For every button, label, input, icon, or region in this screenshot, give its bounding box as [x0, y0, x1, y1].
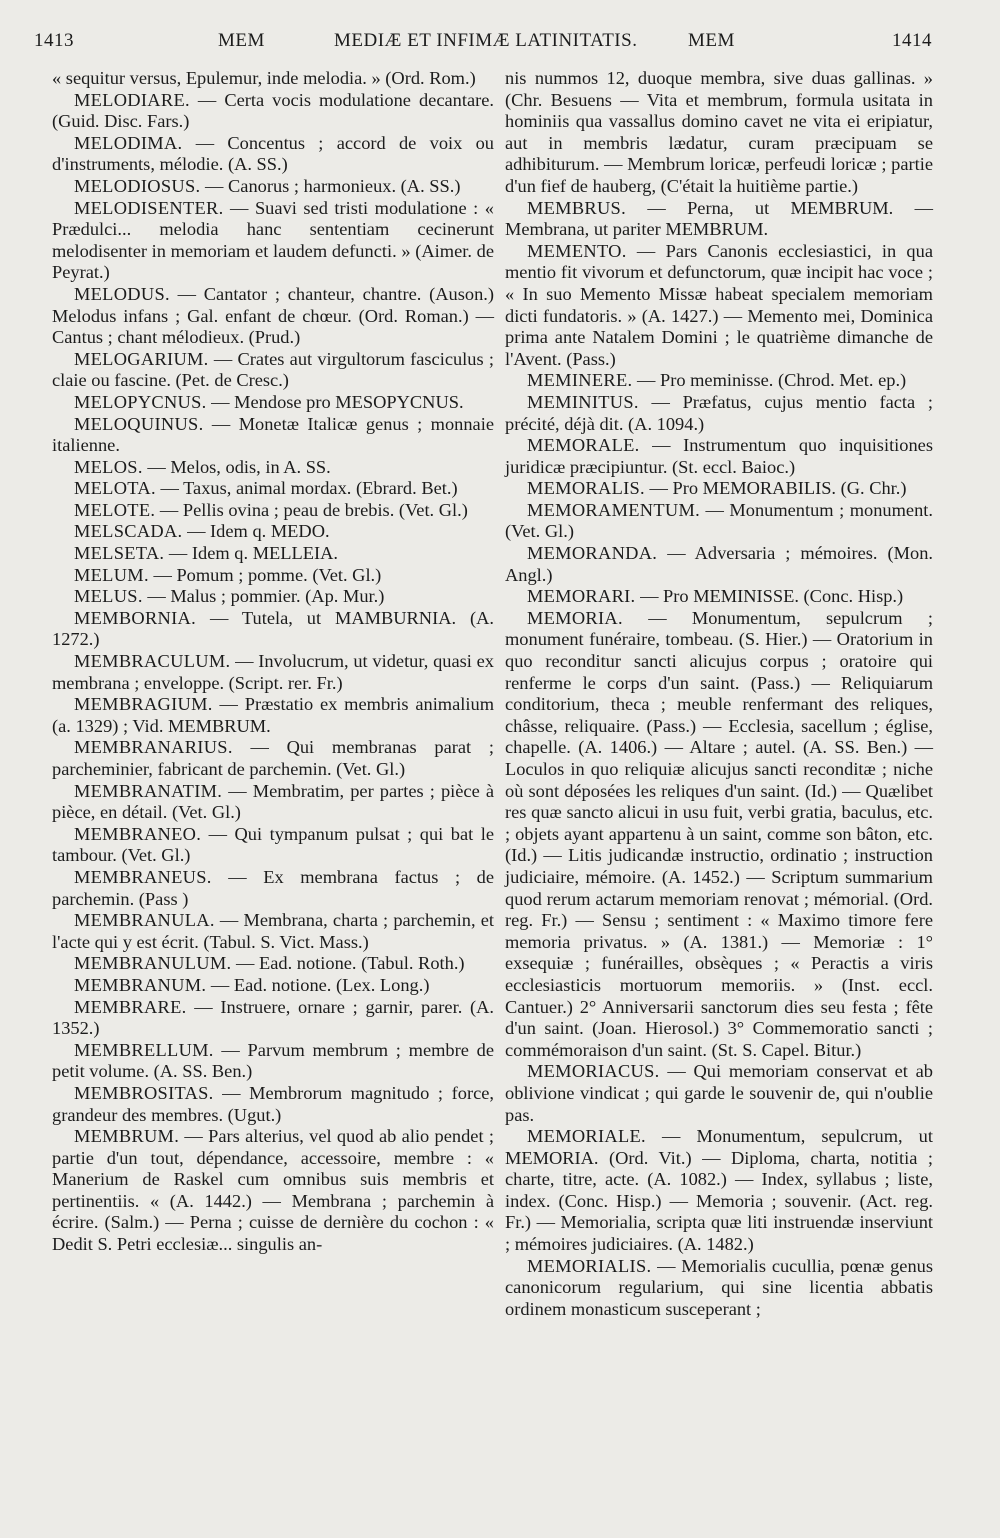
entry-definition: — Pro meminisse. (Chrod. Met. ep.)	[632, 370, 907, 391]
dictionary-entry	[505, 1126, 933, 1256]
entry-definition: — Concentus ; accord de voix ou d'instruments, mélodie. (A. SS.)	[52, 132, 494, 175]
dictionary-entry	[52, 90, 494, 133]
dictionary-entry	[52, 521, 494, 543]
entry-headword: MEMORAMENTUM.	[527, 499, 700, 520]
entry-headword: MELODISENTER.	[74, 197, 224, 218]
dictionary-entry	[52, 586, 494, 608]
entry-definition: — Pellis ovina ; peau de brebis. (Vet. Gl.)	[155, 499, 468, 520]
entry-definition: — Melos, odis, in A. SS.	[142, 456, 331, 477]
entry-definition: — Certa vocis modulatione decantare. (Guid. Disc. Fars.)	[52, 89, 494, 132]
entry-definition: — Suavi sed tristi modulatione : « Prædulci... melodia hanc sententiam cecinerunt melodisenter in memoriam et laudem defuncti. » (Aimer. de Peyrat.)	[52, 197, 494, 283]
entry-definition: — Pro MEMORABILIS. (G. Chr.)	[644, 478, 907, 499]
entry-headword: MELODUS.	[74, 283, 170, 304]
dictionary-entry	[52, 1083, 494, 1126]
entry-headword: MELSETA.	[74, 543, 165, 564]
entry-headword: MEMBRANEO.	[74, 823, 202, 844]
dictionary-entry	[505, 1061, 933, 1126]
entry-headword: MEMBROSITAS.	[74, 1082, 214, 1103]
entry-headword: MEMBRAGIUM.	[74, 694, 213, 715]
entry-headword: MEMORIALE.	[527, 1126, 646, 1147]
dictionary-entry	[52, 133, 494, 176]
entry-headword: MELUS.	[74, 586, 143, 607]
entry-headword: MEMORALIS.	[527, 478, 645, 499]
dictionary-entry	[52, 543, 494, 565]
page-number-left: 1413	[34, 30, 74, 51]
dictionary-entry	[52, 1040, 494, 1083]
dictionary-entry	[52, 953, 494, 975]
dictionary-entry	[52, 651, 494, 694]
entry-headword: MEMENTO.	[527, 240, 627, 261]
entry-headword: MEMINITUS.	[527, 391, 639, 412]
entry-definition: — Monumentum, sepulcrum ; monument funéraire, tombeau. (S. Hier.) — Oratorium in quo reconditur sancti alicujus corpus ; oratoire qui renferme le corps d'un saint. (Pass.) — Reliquiarum conditorium, theca ; meuble renfermant des reliques, châsse, reliquaire. (Pass.) — Ecclesia, sacellum ; église, chapelle. (A. 1406.) — Altare ; autel. (A. SS. Ben.) — Loculos in quo reliquiæ alicujus sancti reconditæ ; niche où sont déposées les reliques d'un saint. (Id.) — Quælibet res quæ sancto alicui in usu fuit, verbi gratia, baculus, etc. ; objets ayant appartenu à un saint, comme son bâton, etc. (Id.) — Litis judicandæ instructio, ordinatio ; instruction judiciaire, mémoire. (A. 1452.) — Scriptum summarium quod rerum actarum memoriam renovat ; mémorial. (Ord. reg. Fr.) — Sensu ; sentiment : « Maximo timore fere memoria privatus. » (A. 1381.) — Memoriæ : 1° exsequiæ ; funérailles, obsèques ; « Peractis a viris ecclesiasticis mortuorum memoriis. » (Inst. eccl. Cantuer.) 2° Anniversarii sanctorum dies seu festa ; fête d'un saint. (Joan. Hierosol.) 3° Commemoratio sancti ; commémoraison d'un saint. (St. S. Capel. Bitur.)	[505, 607, 933, 1060]
dictionary-entry	[505, 500, 933, 543]
entry-headword: MELODIMA.	[74, 132, 183, 153]
entry-definition: — Monumentum ; monument. (Vet. Gl.)	[505, 499, 933, 542]
dictionary-entry	[52, 1126, 494, 1256]
dictionary-entry	[505, 392, 933, 435]
entry-definition: — Qui tympanum pulsat ; qui bat le tambour. (Vet. Gl.)	[52, 823, 494, 866]
entry-headword: MEMBRARE.	[74, 996, 187, 1017]
entry-definition: — Involucrum, ut videtur, quasi ex membrana ; enveloppe. (Script. rer. Fr.)	[52, 651, 494, 693]
entry-headword: MELOS.	[74, 456, 143, 477]
entry-definition: — Præfatus, cujus mentio facta ; précité, déjà dit. (A. 1094.)	[505, 391, 933, 434]
entry-headword: MEMORANDA.	[527, 543, 658, 564]
entry-definition: — Monumentum, sepulcrum, ut MEMORIA. (Ord. Vit.) — Diploma, charta, notitia ; charte, titre, acte. (A. 1082.) — Index, syllabus ; liste, index. (Conc. Hisp.) — Memoria ; souvenir. (Act. reg. Fr.) — Memorialia, scripta quæ liti instruendæ inserviunt ; mémoires judiciaires. (A. 1482.)	[505, 1126, 933, 1255]
entry-headword: MEMBRUS.	[527, 197, 626, 218]
entry-definition: — Idem q. MEDO.	[182, 521, 330, 542]
dictionary-entry	[52, 694, 494, 737]
right-column	[505, 68, 933, 1320]
entry-headword: MELODIARE.	[74, 89, 190, 110]
entry-definition: — Ead. notione. (Lex. Long.)	[206, 974, 430, 995]
dictionary-entry	[505, 1256, 933, 1321]
entry-definition: — Instruere, ornare ; garnir, parer. (A. 1352.)	[52, 996, 494, 1039]
entry-definition: — Pars Canonis ecclesiastici, in qua mentio fit vivorum et defunctorum, quæ incipit hac voce ; « In suo Memento Missæ habeat specialem memoriam dicti fundatoris. » (A. 1427.) — Memento mei, Dominica prima ante Natalem Domini ; le quatrième dimanche de l'Avent. (Pass.)	[505, 240, 933, 369]
entry-definition: — Ex membrana factus ; de parchemin. (Pass )	[52, 866, 494, 909]
entry-definition: « sequitur versus, Epulemur, inde melodia. » (Ord. Rom.)	[52, 68, 476, 88]
entry-headword: MEMBRELLUM.	[74, 1039, 214, 1060]
entry-definition: — Memorialis cucullia, pœnæ genus canonicorum regularium, qui sine licentia abbatis ordinem monasticum susceperant ;	[505, 1255, 933, 1319]
entry-headword: MELOPYCNUS.	[74, 391, 207, 412]
entry-definition: — Cantator ; chanteur, chantre. (Auson.) Melodus infans ; Gal. enfant de chœur. (Ord. Roman.) — Cantus ; chant mélodieux. (Prud.)	[52, 283, 494, 348]
dictionary-entry	[52, 349, 494, 392]
entry-definition: — Mendose pro MESOPYCNUS.	[206, 391, 464, 412]
entry-definition: — Pars alterius, vel quod ab alio pendet ; partie d'un tout, dépendance, accessoire, membre : « Manerium de Raskel cum omnibus suis membris et pertinentiis. « (A. 1442.) — Membrana ; parchemin à écrire. (Salm.) — Perna ; cuisse de dernière du cochon : « Dedit S. Petri ecclesiæ... singulis an-	[52, 1126, 494, 1255]
dictionary-entry	[52, 737, 494, 780]
entry-headword: MELODIOSUS.	[74, 175, 201, 196]
dictionary-entry	[505, 241, 933, 371]
entry-definition: — Adversaria ; mémoires. (Mon. Angl.)	[505, 543, 933, 585]
guide-word-right: MEM	[688, 30, 735, 51]
dictionary-entry	[52, 176, 494, 198]
entry-definition: — Qui memoriam conservat et ab oblivione vindicat ; qui garde le souvenir de, qui n'oublie pas.	[505, 1061, 933, 1125]
running-header	[34, 30, 932, 64]
entry-headword: MEMBRANATIM.	[74, 780, 223, 801]
entry-definition: nis nummos 12, duoque membra, sive duas gallinas. » (Chr. Besuens — Vita et membrum, formula usitata in hominiis qua vassallus domino cavet ne vita ei eripiatur, aut in membris lædatur, curam præcipuam se adhibiturum. — Membrum loricæ, perfeudi loricæ ; partie d'un fief de hauberg, (C'était la huitième partie.)	[505, 68, 933, 196]
entry-definition: — Idem q. MELLEIA.	[164, 543, 338, 564]
entry-headword: MELSCADA.	[74, 521, 183, 542]
entry-definition: — Præstatio ex membris animalium (a. 1329) ; Vid. MEMBRUM.	[52, 694, 494, 736]
entry-definition: — Ead. notione. (Tabul. Roth.)	[231, 953, 465, 974]
dictionary-entry	[505, 478, 933, 500]
entry-definition: — Parvum membrum ; membre de petit volume. (A. SS. Ben.)	[52, 1039, 494, 1082]
dictionary-entry	[52, 457, 494, 479]
entry-definition: — Membrorum magnitudo ; force, grandeur des membres. (Ugut.)	[52, 1082, 494, 1125]
entry-headword: MEMBRANULUM.	[74, 953, 232, 974]
entry-headword: MELUM.	[74, 564, 149, 585]
entry-headword: MEMBRANUM.	[74, 974, 207, 995]
dictionary-entry	[505, 198, 933, 241]
entry-headword: MEMBRANEUS.	[74, 866, 212, 887]
page-title: MEDIÆ ET INFIMÆ LATINITATIS.	[334, 30, 638, 51]
dictionary-entry	[505, 586, 933, 608]
entry-definition: — Qui membranas parat ; parcheminier, fabricant de parchemin. (Vet. Gl.)	[52, 737, 494, 779]
entry-headword: MEMORALE.	[527, 435, 640, 456]
dictionary-entry	[52, 781, 494, 824]
dictionary-entry	[52, 414, 494, 457]
entry-definition: — Pro MEMINISSE. (Conc. Hisp.)	[635, 586, 904, 607]
entry-definition: — Taxus, animal mordax. (Ebrard. Bet.)	[155, 478, 458, 499]
entry-headword: MELOTA.	[74, 478, 156, 499]
entry-definition: — Tutela, ut MAMBURNIA. (A. 1272.)	[52, 607, 494, 650]
entry-headword: MEMBRUM.	[74, 1126, 180, 1147]
dictionary-entry	[52, 284, 494, 349]
dictionary-entry	[52, 997, 494, 1040]
entry-definition: — Crates aut virgultorum fasciculus ; claie ou fascine. (Pet. de Cresc.)	[52, 348, 494, 391]
entry-headword: MEMINERE.	[527, 370, 633, 391]
dictionary-entry	[52, 608, 494, 651]
entry-definition: — Monetæ Italicæ genus ; monnaie italienne.	[52, 413, 494, 456]
entry-headword: MEMORARI.	[527, 586, 636, 607]
left-column	[52, 68, 494, 1256]
dictionary-entry	[52, 478, 494, 500]
dictionary-entry	[52, 68, 494, 90]
entry-definition: — Membratim, per partes ; pièce à pièce, en détail. (Vet. Gl.)	[52, 780, 494, 823]
dictionary-entry	[505, 435, 933, 478]
dictionary-entry	[505, 370, 933, 392]
dictionary-entry	[505, 608, 933, 1061]
entry-headword: MELOTE.	[74, 499, 156, 520]
entry-headword: MEMORIA.	[527, 607, 623, 628]
entry-definition: — Instrumentum quo inquisitiones juridicæ præcipiuntur. (St. eccl. Baioc.)	[505, 435, 933, 477]
dictionary-entry	[52, 392, 494, 414]
entry-headword: MEMBRANARIUS.	[74, 737, 233, 758]
entry-headword: MEMBORNIA.	[74, 607, 197, 628]
entry-headword: MEMBRACULUM.	[74, 651, 231, 672]
entry-definition: — Malus ; pommier. (Ap. Mur.)	[142, 586, 385, 607]
entry-headword: MEMORIALIS.	[527, 1255, 652, 1276]
dictionary-entry	[505, 543, 933, 586]
guide-word-left: MEM	[218, 30, 265, 51]
entry-headword: MEMBRANULA.	[74, 910, 215, 931]
entry-definition: — Membrana, charta ; parchemin, et l'acte qui y est écrit. (Tabul. S. Vict. Mass.)	[52, 910, 494, 952]
dictionary-entry	[52, 500, 494, 522]
dictionary-entry	[52, 867, 494, 910]
entry-headword: MELOQUINUS.	[74, 413, 204, 434]
page-number-right: 1414	[892, 30, 932, 51]
dictionary-entry	[52, 975, 494, 997]
dictionary-entry	[52, 565, 494, 587]
dictionary-entry	[52, 910, 494, 953]
entry-headword: MEMORIACUS.	[527, 1061, 660, 1082]
entry-headword: MELOGARIUM.	[74, 348, 209, 369]
dictionary-entry	[52, 824, 494, 867]
dictionary-entry	[505, 68, 933, 198]
entry-definition: — Canorus ; harmonieux. (A. SS.)	[200, 175, 461, 196]
entry-definition: — Perna, ut MEMBRUM. — Membrana, ut pariter MEMBRUM.	[505, 197, 933, 240]
dictionary-entry	[52, 198, 494, 284]
entry-definition: — Pomum ; pomme. (Vet. Gl.)	[148, 564, 382, 585]
